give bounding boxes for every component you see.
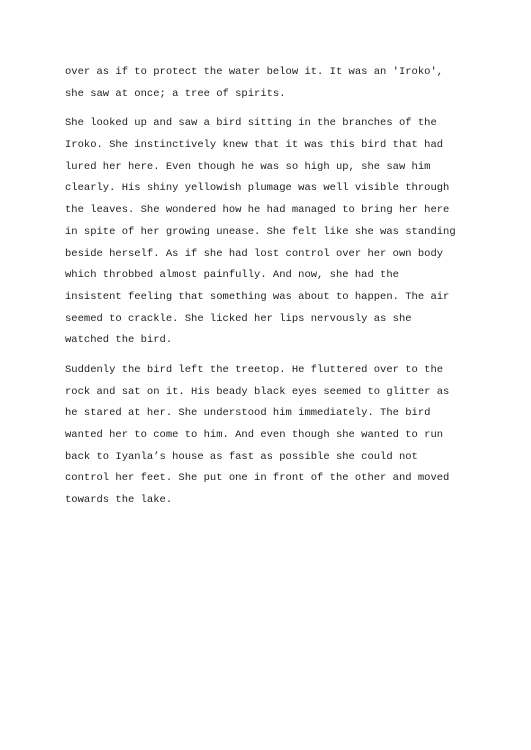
body-text [65,62,485,520]
text-line: lured her here. Even though he was so high up, she saw him [65,160,431,173]
text-line: Iroko. She instinctively knew that it was this bird that had [65,139,444,152]
text-line: towards the lake. [65,494,173,507]
text-line: rock and sat on it. His beady black eyes seemed to glitter as [65,385,450,398]
text-line: insistent feeling that something was about to happen. The air [65,290,450,303]
text-line: watched the bird. [65,334,173,347]
text-line: the leaves. She wondered how he had managed to bring her here [65,204,450,217]
text-line: back to Iyanla’s house as fast as possible she could not [65,450,418,463]
paragraph-3 [65,360,485,512]
paragraph-1 [65,62,485,105]
text-line: he stared at her. She understood him immediately. The bird [65,407,431,420]
text-line: which throbbed almost painfully. And now, she had the [65,269,399,282]
text-line: control her feet. She put one in front of the other and moved [65,472,450,485]
text-line: over as if to protect the water below it. It was an 'Iroko', [65,66,444,78]
text-line: seemed to crackle. She licked her lips nervously as she [65,312,412,325]
text-line: Suddenly the bird left the treetop. He fluttered over to the [65,363,444,376]
paragraph-2 [65,113,485,352]
text-line: in spite of her growing unease. She felt like she was standing [65,225,456,238]
text-line: clearly. His shiny yellowish plumage was well visible through [65,182,450,195]
text-line: beside herself. As if she had lost control over her own body [65,247,444,260]
text-line: She looked up and saw a bird sitting in the branches of the [65,117,437,130]
text-line: she saw at once; a tree of spirits. [65,87,286,100]
text-line: wanted her to come to him. And even though she wanted to run [65,429,444,441]
